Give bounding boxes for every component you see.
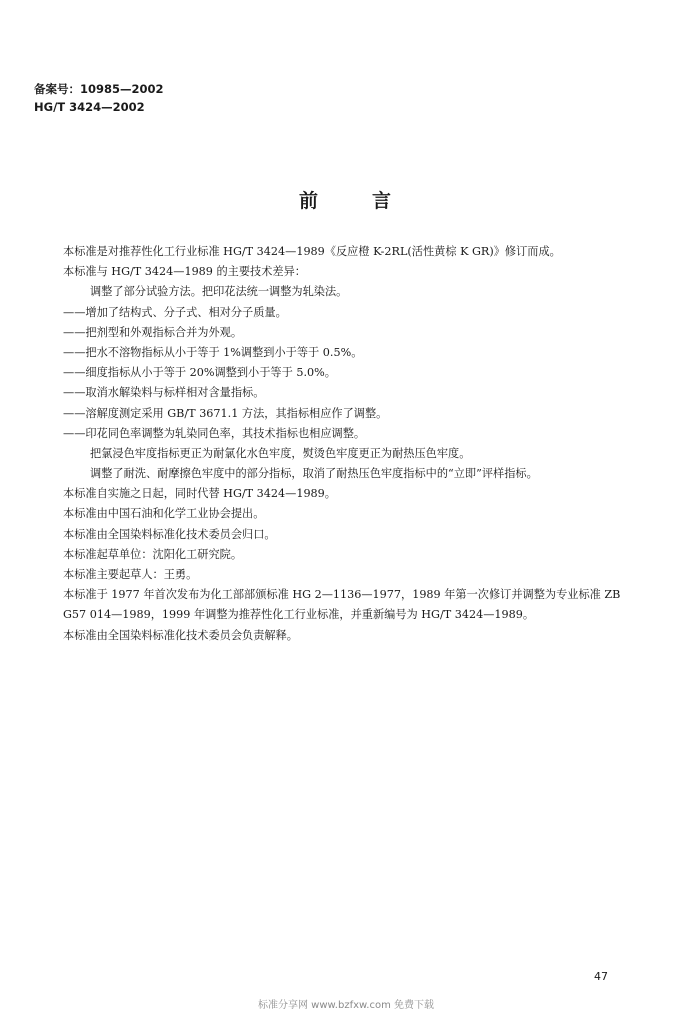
paragraph-drafting-unit: 本标准起草单位：沈阳化工研究院。 — [63, 547, 243, 561]
document-header — [34, 80, 164, 116]
page-title — [0, 186, 692, 213]
list-item: 调整了耐洗、耐摩擦色牢度中的部分指标，取消了耐热压色牢度指标中的“立即”评样指标。 — [90, 467, 538, 481]
page-number: 47 — [594, 970, 608, 983]
list-item: ——溶解度测定采用 GB/T 3671.1 方法，其指标相应作了调整。 — [63, 406, 388, 420]
list-item: ——印花同色率调整为轧染同色率，其技术指标也相应调整。 — [63, 426, 366, 440]
paragraph-history: 本标准于 1977 年首次发布为化工部部颁标准 HG 2—1136—1977，1989 年第一次修订并调整为专业标准 ZB G57 014—1989，1999 年调整为推荐性化工行业标准，并重新编号为 HG/T 3424—1989。 — [63, 588, 621, 622]
title-char-1: 前 — [298, 190, 320, 212]
foreword-body — [63, 242, 639, 646]
paragraph-interpretation: 本标准由全国染料标准化技术委员会负责解释。 — [63, 628, 298, 642]
list-item: 调整了部分试验方法。把印花法统一调整为轧染法。 — [90, 285, 348, 299]
paragraph-drafters: 本标准主要起草人：王勇。 — [63, 568, 198, 581]
list-item: ——增加了结构式、分子式、相对分子质量。 — [63, 305, 287, 319]
paragraph-proposer: 本标准由中国石油和化学工业协会提出。 — [63, 507, 265, 521]
watermark-text: 标准分享网 www.bzfxw.com 免费下载 — [258, 1000, 434, 1011]
paragraph-supersedes: 本标准自实施之日起，同时代替 HG/T 3424—1989。 — [63, 487, 336, 501]
paragraph-differences-heading: 本标准与 HG/T 3424—1989 的主要技术差异： — [63, 265, 306, 279]
list-item: ——把水不溶物指标从小于等于 1%调整到小于等于 0.5%。 — [63, 345, 363, 359]
record-number: 备案号：10985—2002 — [34, 82, 164, 96]
list-item: ——细度指标从小于等于 20%调整到小于等于 5.0%。 — [63, 366, 336, 380]
list-item: ——取消水解染料与标样相对含量指标。 — [63, 386, 265, 400]
list-item: ——把剂型和外观指标合并为外观。 — [63, 325, 243, 339]
paragraph-administrator: 本标准由全国染料标准化技术委员会归口。 — [63, 527, 276, 541]
title-char-2: 言 — [372, 190, 394, 212]
list-item: 把氯浸色牢度指标更正为耐氯化水色牢度，熨烫色牢度更正为耐热压色牢度。 — [90, 446, 471, 460]
standard-code: HG/T 3424—2002 — [34, 100, 145, 114]
paragraph-intro: 本标准是对推荐性化工行业标准 HG/T 3424—1989《反应橙 K-2RL(活性黄棕 K GR)》修订而成。 — [63, 245, 561, 258]
